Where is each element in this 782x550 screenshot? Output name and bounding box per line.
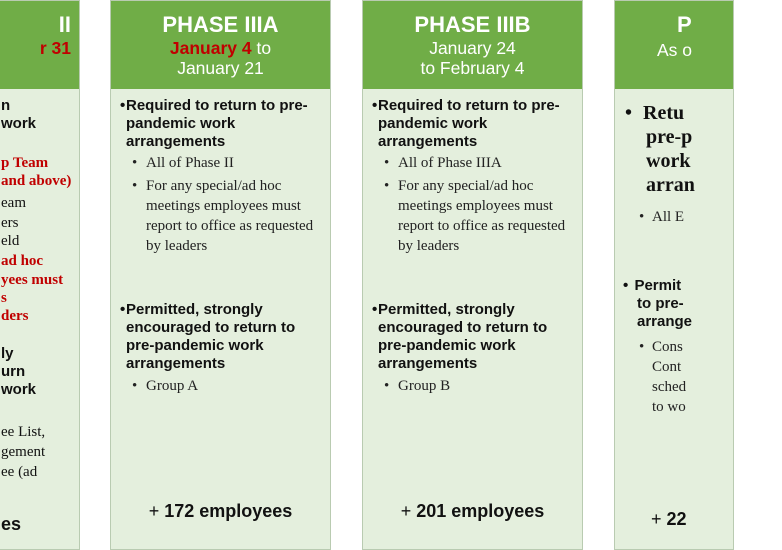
bullet-icon: •: [623, 277, 629, 294]
phase-iv-required-line: pre-p: [646, 126, 693, 148]
phase-iv-permitted-heading: • Permit: [623, 277, 682, 294]
phase-iiib-permitted-item: • Group B: [384, 378, 451, 394]
phase-ii-column: [0, 0, 80, 550]
phase-iiia-required-item: • All of Phase II: [132, 155, 234, 171]
phase-iiia-date-line-1: [111, 38, 330, 58]
phase-iv-date: As o: [657, 40, 693, 60]
phase-ii-text: urn: [1, 363, 26, 380]
bullet-icon: •: [384, 155, 390, 171]
phase-iiia-permitted-text: Permitted, strongly encouraged to return to pre-pandemic work arrangements: [126, 301, 296, 372]
bullet-icon: •: [384, 378, 390, 394]
phase-iiib-date-line-2: to February 4: [420, 58, 525, 78]
phase-iiib-title: PHASE IIIB: [414, 12, 531, 37]
phase-ii-text: work: [1, 381, 37, 398]
phase-iiia-employee-count: + 172 employees: [148, 501, 293, 521]
bullet-icon: •: [372, 301, 378, 318]
phase-iv-permitted-line: sched: [652, 379, 687, 395]
phase-iiia-required-item: • For any special/ad hoc meetings employees must report to office as requested by leaders: [132, 178, 314, 254]
phase-ii-text: eld: [1, 233, 20, 249]
phase-iiib-required-item: • All of Phase IIIA: [384, 155, 502, 171]
phase-ii-count: es: [1, 514, 22, 534]
phase-iv-required-line: work: [646, 150, 691, 172]
phase-iiib-permitted-heading: [372, 301, 576, 373]
bullet-icon: •: [132, 155, 138, 171]
phase-iiib-employee-count: + 201 employees: [400, 501, 545, 521]
phase-ii-text: work: [1, 115, 37, 132]
phase-iiia-start-date: January 4: [169, 38, 252, 58]
phase-iiib-date-line-1: January 24: [429, 38, 516, 58]
phase-ii-text: ders: [1, 308, 29, 324]
phase-iiia-body: [111, 89, 330, 549]
bullet-icon: •: [132, 378, 138, 394]
bullet-icon: •: [372, 97, 378, 114]
bullet-icon: •: [120, 97, 126, 114]
bullet-icon: •: [384, 178, 390, 194]
phase-iv-permitted-line: to wo: [652, 399, 686, 415]
phase-ii-header: [0, 1, 79, 89]
phase-iv-permitted-line: to pre-: [637, 295, 684, 312]
phase-iv-required-item: • All E: [639, 209, 685, 225]
phase-iiia-permitted-item: • Group A: [132, 378, 199, 394]
bullet-icon: •: [132, 178, 138, 194]
phase-iiib-required-item: • For any special/ad hoc meetings employees must report to office as requested by leaders: [384, 178, 566, 254]
phase-iiia-permitted-heading: [120, 301, 324, 373]
phase-iiia-column: [110, 0, 331, 550]
phase-ii-text: gement: [1, 444, 46, 460]
phase-ii-body: [0, 89, 79, 549]
phase-ii-text: n: [1, 97, 11, 114]
phase-iiia-end-date: January 21: [177, 58, 264, 78]
phase-iv-body: [615, 89, 733, 549]
phase-ii-text: yees must: [1, 272, 64, 288]
phase-iiib-required-heading: [372, 97, 576, 151]
phase-ii-text: ee List,: [1, 424, 46, 440]
phase-iv-column: [614, 0, 734, 550]
phase-ii-text: ers: [1, 215, 19, 231]
bullet-icon: •: [625, 102, 633, 124]
phase-iiia-title: PHASE IIIA: [162, 12, 279, 37]
phase-ii-title: II: [58, 12, 71, 37]
bullet-icon: •: [639, 339, 645, 355]
bullet-icon: •: [120, 301, 126, 318]
phase-ii-text: s: [1, 290, 7, 306]
phase-ii-date-line-2: r 31: [39, 38, 71, 58]
phase-iv-permitted-line: Cont: [652, 359, 682, 375]
phase-iiia-required-text: Required to return to pre-pandemic work arrangements: [126, 97, 308, 150]
phase-ii-text: ad hoc: [1, 253, 44, 269]
phase-iiia-required-heading: [120, 97, 324, 151]
phase-ii-text: eam: [1, 195, 26, 211]
phase-ii-text: ly: [1, 345, 14, 362]
phase-iv-required-line: arran: [646, 174, 695, 196]
phase-iiib-column: [362, 0, 583, 550]
phase-iiia-header: [111, 1, 330, 89]
phase-iv-title: P: [677, 12, 692, 37]
phase-ii-text: ee (ad: [1, 464, 38, 480]
phase-ii-text: and above): [1, 173, 72, 189]
phase-iv-required-heading: • Retu: [625, 102, 685, 124]
phase-iv-permitted-item: • Cons: [639, 339, 683, 355]
phase-iv-employee-count: + 22: [651, 509, 687, 529]
phase-iiib-body: [363, 89, 582, 549]
phase-iiib-permitted-text: Permitted, strongly encouraged to return to pre-pandemic work arrangements: [378, 301, 548, 372]
phase-iv-header: [615, 1, 733, 89]
bullet-icon: •: [639, 209, 645, 225]
phase-iiib-required-text: Required to return to pre-pandemic work arrangements: [378, 97, 560, 150]
phase-iv-permitted-line: arrange: [637, 313, 693, 330]
phase-ii-text: p Team: [1, 155, 49, 171]
phase-iiia-date-to: to: [251, 38, 272, 58]
phase-iiib-header: [363, 1, 582, 89]
